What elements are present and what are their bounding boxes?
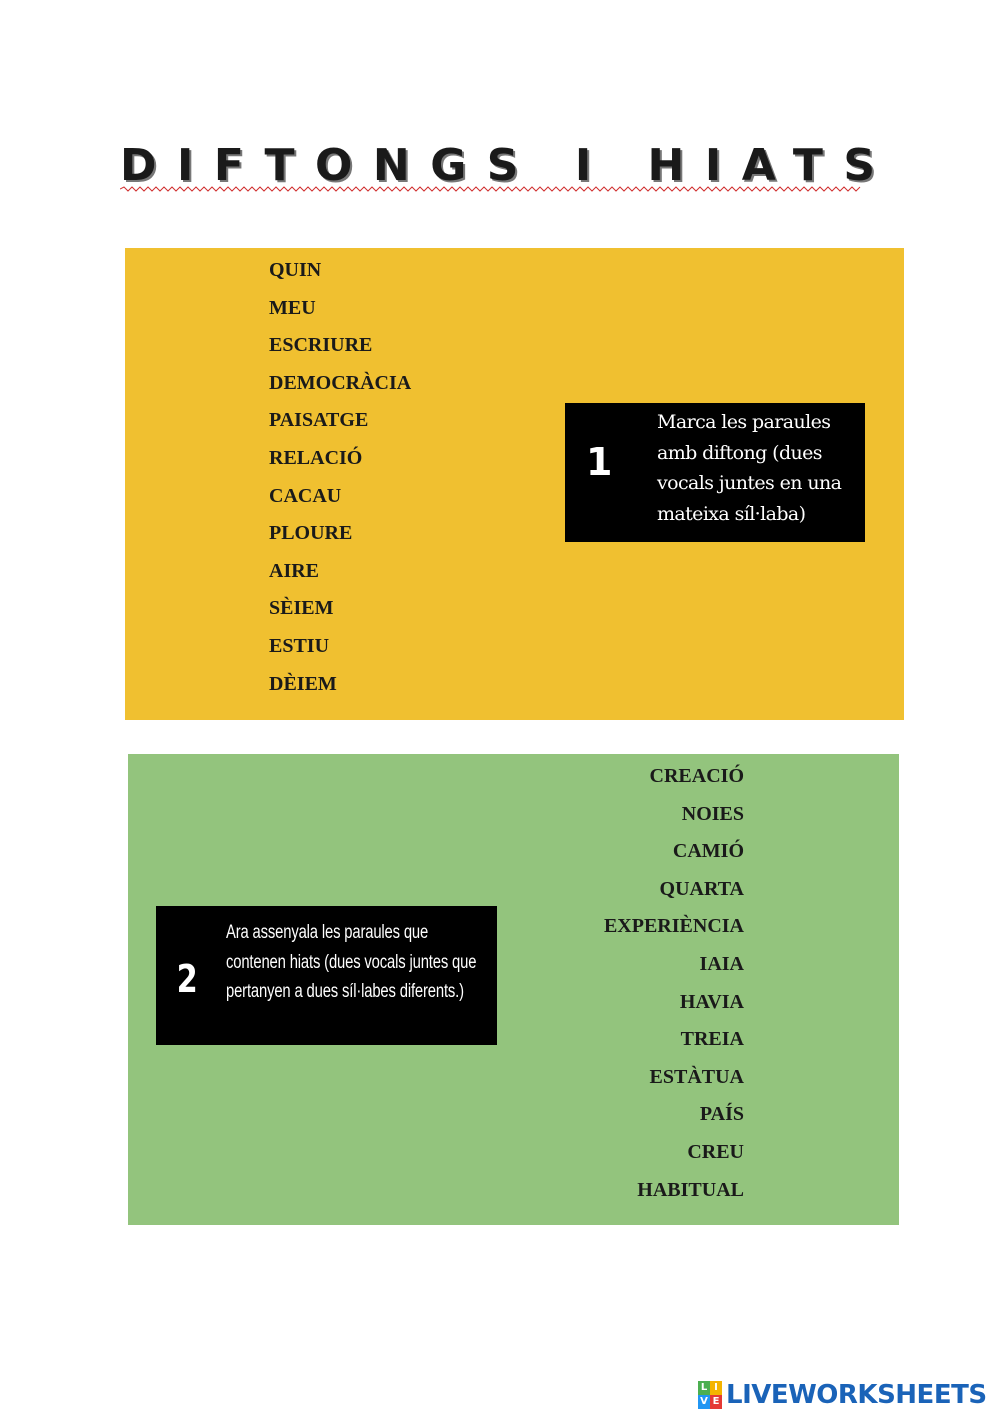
exercise-1-word-list (269, 252, 411, 703)
exercise-1-panel (125, 248, 904, 720)
word-option[interactable]: EXPERIÈNCIA (603, 915, 744, 938)
liveworksheets-logo-icon (698, 1381, 722, 1409)
word-option[interactable]: QUARTA (659, 877, 744, 900)
word-option[interactable]: ESTÀTUA (649, 1065, 744, 1088)
exercise-1-instruction: Marca les paraules amb diftong (dues vocals juntes en una mateixa síl·laba) (657, 411, 842, 525)
logo-letter: I (710, 1381, 722, 1395)
exercise-1-instruction-box (565, 403, 865, 542)
word-option[interactable]: CAMIÓ (672, 840, 744, 863)
word-option[interactable]: HAVIA (679, 990, 744, 1013)
word-option[interactable]: CREU (687, 1140, 744, 1163)
word-option[interactable]: PLOURE (269, 522, 353, 545)
word-option[interactable]: PAÍS (699, 1103, 744, 1126)
logo-letter: V (698, 1395, 710, 1409)
word-option[interactable]: HABITUAL (637, 1178, 744, 1201)
liveworksheets-brand (698, 1378, 987, 1412)
word-option[interactable]: CACAU (269, 484, 342, 507)
exercise-2-instruction-box (156, 906, 497, 1045)
exercise-2-instruction: Ara assenyala les paraules que contenen hiats (dues vocals juntes que pertanyen a dues síl·labes diferents.) (226, 922, 477, 1002)
exercise-2-panel (128, 754, 899, 1225)
page-title: DIFTONGS I HIATS (120, 140, 896, 191)
word-option[interactable]: TREIA (680, 1028, 744, 1051)
logo-letter: L (698, 1381, 710, 1395)
word-option[interactable]: QUIN (269, 259, 322, 281)
word-option[interactable]: IAIA (699, 952, 744, 975)
word-option[interactable]: DEMOCRÀCIA (269, 371, 412, 394)
word-option[interactable]: NOIES (681, 802, 744, 825)
word-option[interactable]: DÈIEM (269, 672, 337, 695)
word-option[interactable]: ESTIU (269, 634, 330, 657)
word-option[interactable]: CREACIÓ (649, 765, 744, 787)
word-option[interactable]: SÈIEM (269, 597, 334, 620)
word-option[interactable]: PAISATGE (269, 409, 369, 432)
logo-letter: E (710, 1395, 722, 1409)
exercise-2-number: 2 (176, 957, 198, 1001)
word-option[interactable]: RELACIÓ (269, 446, 363, 469)
spellcheck-underline (120, 186, 862, 192)
exercise-1-number: 1 (586, 440, 613, 484)
exercise-2-word-list (604, 758, 744, 1209)
word-option[interactable]: AIRE (269, 559, 320, 582)
word-option[interactable]: ESCRIURE (269, 334, 373, 357)
brand-name: LIVEWORKSHEETS (726, 1380, 987, 1410)
word-option[interactable]: MEU (269, 296, 316, 319)
